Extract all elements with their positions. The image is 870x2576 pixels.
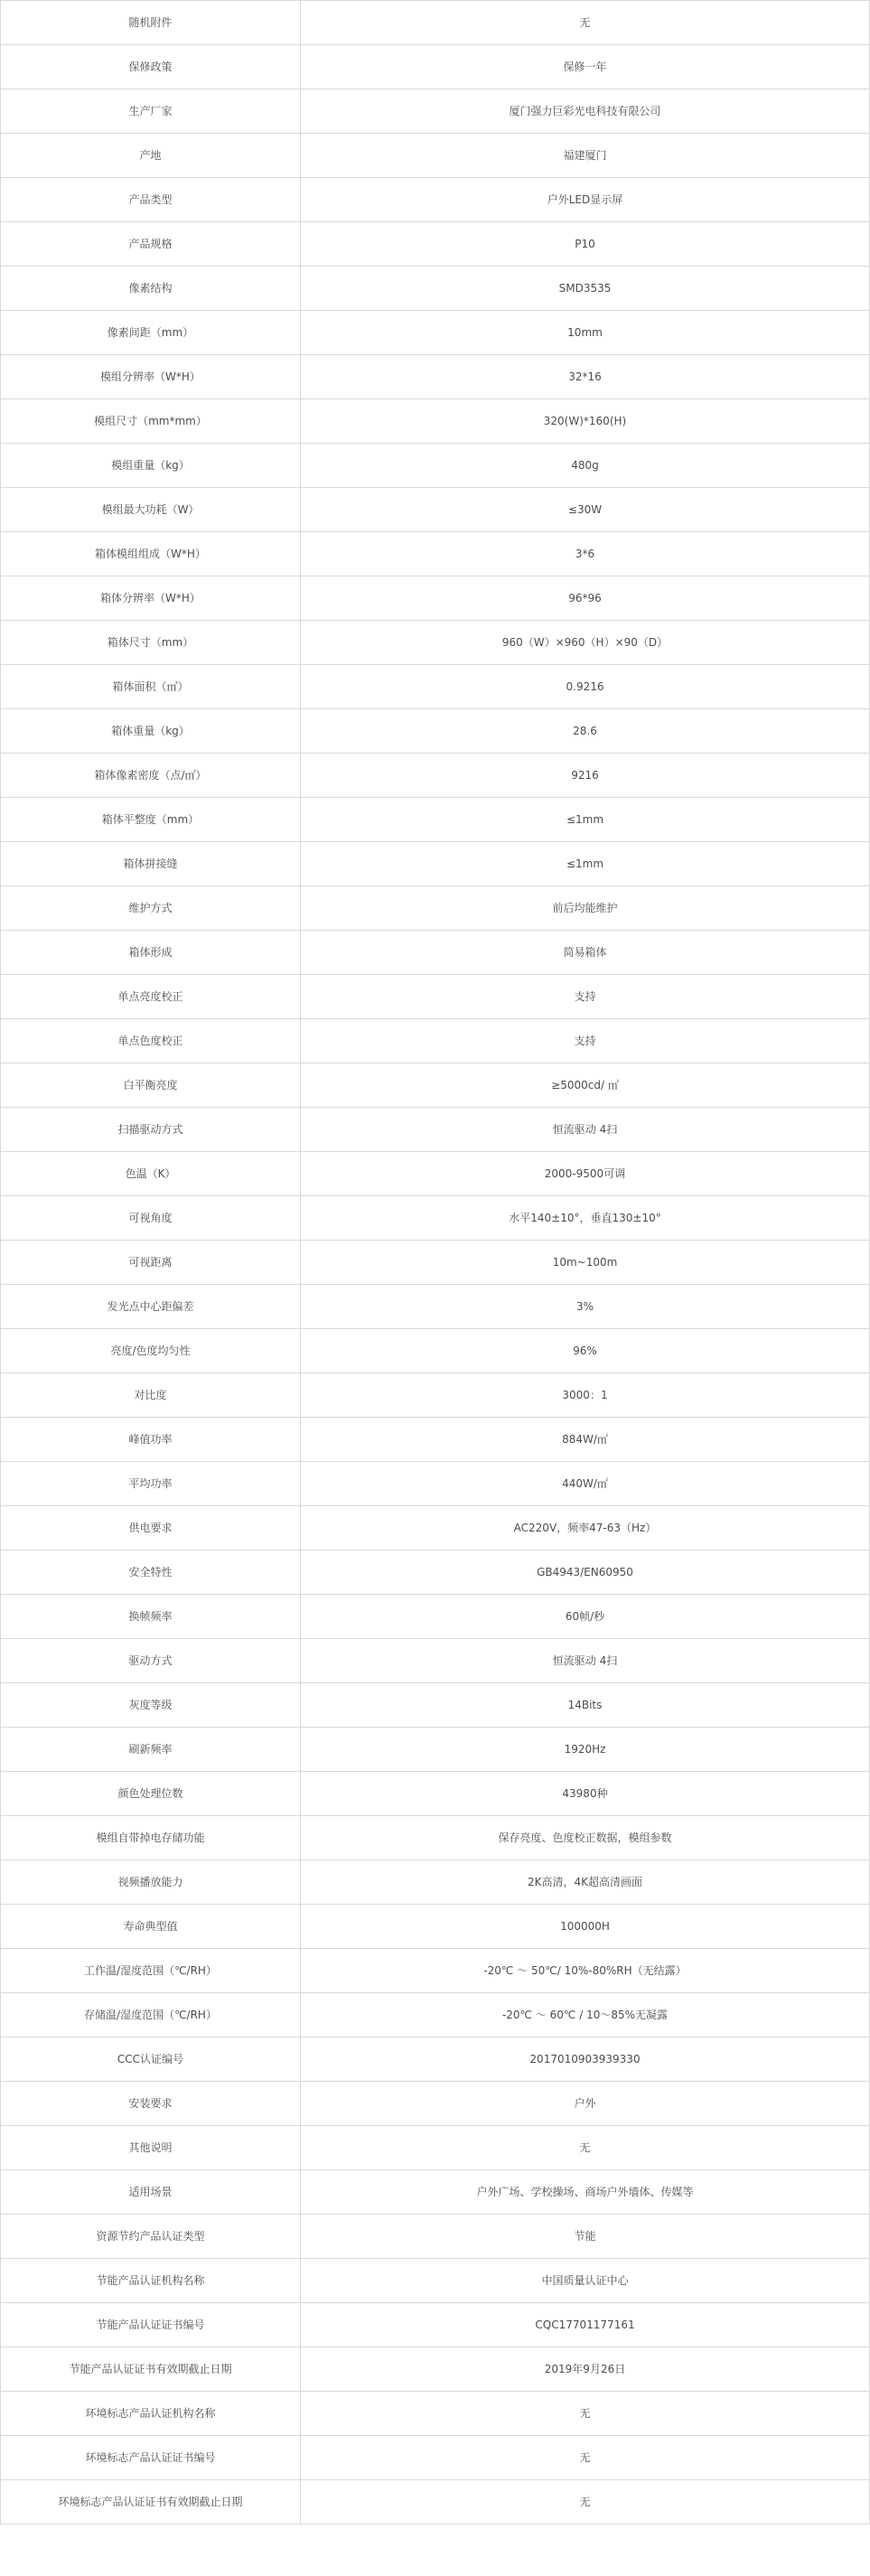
spec-value: 前后均能维护 (301, 886, 870, 931)
spec-row (1, 1152, 870, 1196)
spec-value: P10 (301, 222, 870, 267)
spec-row (1, 1, 870, 45)
spec-label: 平均功率 (1, 1462, 301, 1506)
spec-row (1, 2259, 870, 2303)
spec-row (1, 444, 870, 488)
spec-label: 产品规格 (1, 222, 301, 267)
spec-value: 简易箱体 (301, 931, 870, 975)
spec-value: GB4943/EN60950 (301, 1550, 870, 1595)
spec-row (1, 2126, 870, 2170)
spec-value: SMD3535 (301, 267, 870, 311)
spec-value: -20℃ ～ 60℃ / 10～85%无凝露 (301, 1993, 870, 2037)
spec-value: 10mm (301, 311, 870, 355)
spec-label: 寿命典型值 (1, 1905, 301, 1949)
spec-row (1, 1683, 870, 1728)
spec-label: 视频播放能力 (1, 1860, 301, 1905)
spec-label: 安装要求 (1, 2082, 301, 2126)
spec-row (1, 1772, 870, 1816)
spec-label: 峰值功率 (1, 1418, 301, 1462)
spec-row (1, 2082, 870, 2126)
spec-value: 2K高清，4K超高清画面 (301, 1860, 870, 1905)
spec-value: 户外LED显示屏 (301, 178, 870, 222)
spec-label: 保修政策 (1, 45, 301, 89)
spec-value: 2017010903939330 (301, 2037, 870, 2082)
spec-row (1, 355, 870, 399)
spec-value: 480g (301, 444, 870, 488)
spec-label: 安全特性 (1, 1550, 301, 1595)
spec-label: 白平衡亮度 (1, 1063, 301, 1108)
spec-row (1, 311, 870, 355)
spec-row (1, 1506, 870, 1550)
spec-label: 箱体像素密度（点/㎡） (1, 754, 301, 798)
spec-row (1, 267, 870, 311)
spec-row (1, 975, 870, 1019)
spec-row (1, 532, 870, 576)
spec-row (1, 178, 870, 222)
spec-value: 保修一年 (301, 45, 870, 89)
spec-label: 可视距离 (1, 1241, 301, 1285)
spec-value: 恒流驱动 4扫 (301, 1639, 870, 1683)
spec-row (1, 1108, 870, 1152)
spec-label: 模组分辨率（W*H） (1, 355, 301, 399)
spec-value: 水平140±10°，垂直130±10° (301, 1196, 870, 1241)
spec-label: 节能产品认证证书编号 (1, 2303, 301, 2347)
spec-value: 无 (301, 2392, 870, 2436)
spec-label: 模组最大功耗（W） (1, 488, 301, 532)
spec-label: 资源节约产品认证类型 (1, 2215, 301, 2259)
spec-label: 色温（K） (1, 1152, 301, 1196)
spec-label: 维护方式 (1, 886, 301, 931)
spec-value: 节能 (301, 2215, 870, 2259)
spec-label: 节能产品认证机构名称 (1, 2259, 301, 2303)
spec-label: 产品类型 (1, 178, 301, 222)
spec-row (1, 754, 870, 798)
spec-value: 960（W）×960（H）×90（D） (301, 621, 870, 665)
spec-row (1, 2215, 870, 2259)
spec-row (1, 488, 870, 532)
spec-value: 恒流驱动 4扫 (301, 1108, 870, 1152)
spec-label: 颜色处理位数 (1, 1772, 301, 1816)
spec-label: 供电要求 (1, 1506, 301, 1550)
spec-label: 单点亮度校正 (1, 975, 301, 1019)
spec-label: 环境标志产品认证证书编号 (1, 2436, 301, 2480)
spec-value: 320(W)*160(H) (301, 399, 870, 444)
spec-row (1, 621, 870, 665)
spec-label: 箱体形成 (1, 931, 301, 975)
spec-label: 换帧频率 (1, 1595, 301, 1639)
spec-row (1, 1196, 870, 1241)
spec-row (1, 1329, 870, 1373)
spec-value: ≥5000cd/ ㎡ (301, 1063, 870, 1108)
spec-label: 箱体重量（kg） (1, 709, 301, 754)
spec-value: 保存亮度、色度校正数据，模组参数 (301, 1816, 870, 1860)
spec-row (1, 1860, 870, 1905)
spec-row (1, 222, 870, 267)
spec-label: 适用场景 (1, 2170, 301, 2215)
spec-value: 60帧/秒 (301, 1595, 870, 1639)
spec-value: 厦门强力巨彩光电科技有限公司 (301, 89, 870, 134)
spec-row (1, 665, 870, 709)
spec-row (1, 1993, 870, 2037)
spec-value: 96% (301, 1329, 870, 1373)
spec-label: 工作温/湿度范围（℃/RH） (1, 1949, 301, 1993)
spec-label: 发光点中心距偏差 (1, 1285, 301, 1329)
spec-row (1, 2480, 870, 2524)
spec-label: 单点色度校正 (1, 1019, 301, 1063)
spec-value: 中国质量认证中心 (301, 2259, 870, 2303)
spec-label: 灰度等级 (1, 1683, 301, 1728)
spec-value: AC220V，频率47-63（Hz） (301, 1506, 870, 1550)
spec-row (1, 1418, 870, 1462)
spec-row (1, 709, 870, 754)
spec-label: 模组自带掉电存储功能 (1, 1816, 301, 1860)
spec-label: 对比度 (1, 1373, 301, 1418)
spec-label: 亮度/色度均匀性 (1, 1329, 301, 1373)
spec-label: 节能产品认证证书有效期截止日期 (1, 2347, 301, 2392)
spec-label: 箱体尺寸（mm） (1, 621, 301, 665)
spec-label: CCC认证编号 (1, 2037, 301, 2082)
spec-value: 28.6 (301, 709, 870, 754)
spec-table-body (1, 1, 870, 2524)
spec-label: 箱体面积（㎡） (1, 665, 301, 709)
spec-label: 可视角度 (1, 1196, 301, 1241)
spec-row (1, 1285, 870, 1329)
spec-label: 箱体分辨率（W*H） (1, 576, 301, 621)
spec-label: 环境标志产品认证证书有效期截止日期 (1, 2480, 301, 2524)
spec-row (1, 798, 870, 842)
spec-value: 户外 (301, 2082, 870, 2126)
spec-row (1, 45, 870, 89)
spec-row (1, 1905, 870, 1949)
spec-label: 环境标志产品认证机构名称 (1, 2392, 301, 2436)
spec-value: 3000：1 (301, 1373, 870, 1418)
spec-row (1, 1949, 870, 1993)
spec-row (1, 2436, 870, 2480)
spec-label: 像素间距（mm） (1, 311, 301, 355)
spec-label: 模组尺寸（mm*mm） (1, 399, 301, 444)
spec-value: 支持 (301, 975, 870, 1019)
spec-row (1, 2303, 870, 2347)
spec-label: 箱体平整度（mm） (1, 798, 301, 842)
spec-label: 随机附件 (1, 1, 301, 45)
spec-row (1, 842, 870, 886)
spec-value: 2019年9月26日 (301, 2347, 870, 2392)
spec-row (1, 1063, 870, 1108)
spec-row (1, 1019, 870, 1063)
spec-row (1, 931, 870, 975)
spec-label: 扫描驱动方式 (1, 1108, 301, 1152)
spec-row (1, 2037, 870, 2082)
spec-label: 模组重量（kg） (1, 444, 301, 488)
spec-value: 0.9216 (301, 665, 870, 709)
spec-label: 其他说明 (1, 2126, 301, 2170)
spec-row (1, 1728, 870, 1772)
spec-row (1, 1639, 870, 1683)
spec-row (1, 576, 870, 621)
spec-label: 产地 (1, 134, 301, 178)
spec-value: CQC17701177161 (301, 2303, 870, 2347)
spec-label: 箱体模组组成（W*H） (1, 532, 301, 576)
spec-value: -20℃ ～ 50℃/ 10%-80%RH（无结露） (301, 1949, 870, 1993)
spec-row (1, 886, 870, 931)
spec-value: 户外广场、学校操场、商场户外墙体、传媒等 (301, 2170, 870, 2215)
spec-value: 100000H (301, 1905, 870, 1949)
spec-row (1, 399, 870, 444)
spec-value: 福建厦门 (301, 134, 870, 178)
spec-value: 96*96 (301, 576, 870, 621)
spec-value: 32*16 (301, 355, 870, 399)
spec-value: 无 (301, 2126, 870, 2170)
spec-value: 14Bits (301, 1683, 870, 1728)
spec-value: 10m~100m (301, 1241, 870, 1285)
spec-row (1, 1816, 870, 1860)
spec-value: ≤1mm (301, 842, 870, 886)
spec-label: 刷新频率 (1, 1728, 301, 1772)
spec-value: 440W/㎡ (301, 1462, 870, 1506)
spec-value: 43980种 (301, 1772, 870, 1816)
spec-value: ≤1mm (301, 798, 870, 842)
spec-value: 支持 (301, 1019, 870, 1063)
spec-label: 存储温/湿度范围（℃/RH） (1, 1993, 301, 2037)
spec-value: 无 (301, 2436, 870, 2480)
spec-label: 驱动方式 (1, 1639, 301, 1683)
spec-value: 无 (301, 2480, 870, 2524)
spec-row (1, 1241, 870, 1285)
spec-row (1, 2347, 870, 2392)
spec-row (1, 1462, 870, 1506)
spec-row (1, 134, 870, 178)
spec-row (1, 1595, 870, 1639)
spec-row (1, 2392, 870, 2436)
spec-value: 884W/㎡ (301, 1418, 870, 1462)
spec-value: 1920Hz (301, 1728, 870, 1772)
spec-value: 无 (301, 1, 870, 45)
spec-row (1, 89, 870, 134)
spec-row (1, 1373, 870, 1418)
spec-row (1, 1550, 870, 1595)
spec-row (1, 2170, 870, 2215)
spec-label: 箱体拼接缝 (1, 842, 301, 886)
spec-label: 生产厂家 (1, 89, 301, 134)
spec-value: 9216 (301, 754, 870, 798)
spec-value: ≤30W (301, 488, 870, 532)
spec-value: 3*6 (301, 532, 870, 576)
spec-value: 3% (301, 1285, 870, 1329)
spec-value: 2000-9500可调 (301, 1152, 870, 1196)
spec-label: 像素结构 (1, 267, 301, 311)
